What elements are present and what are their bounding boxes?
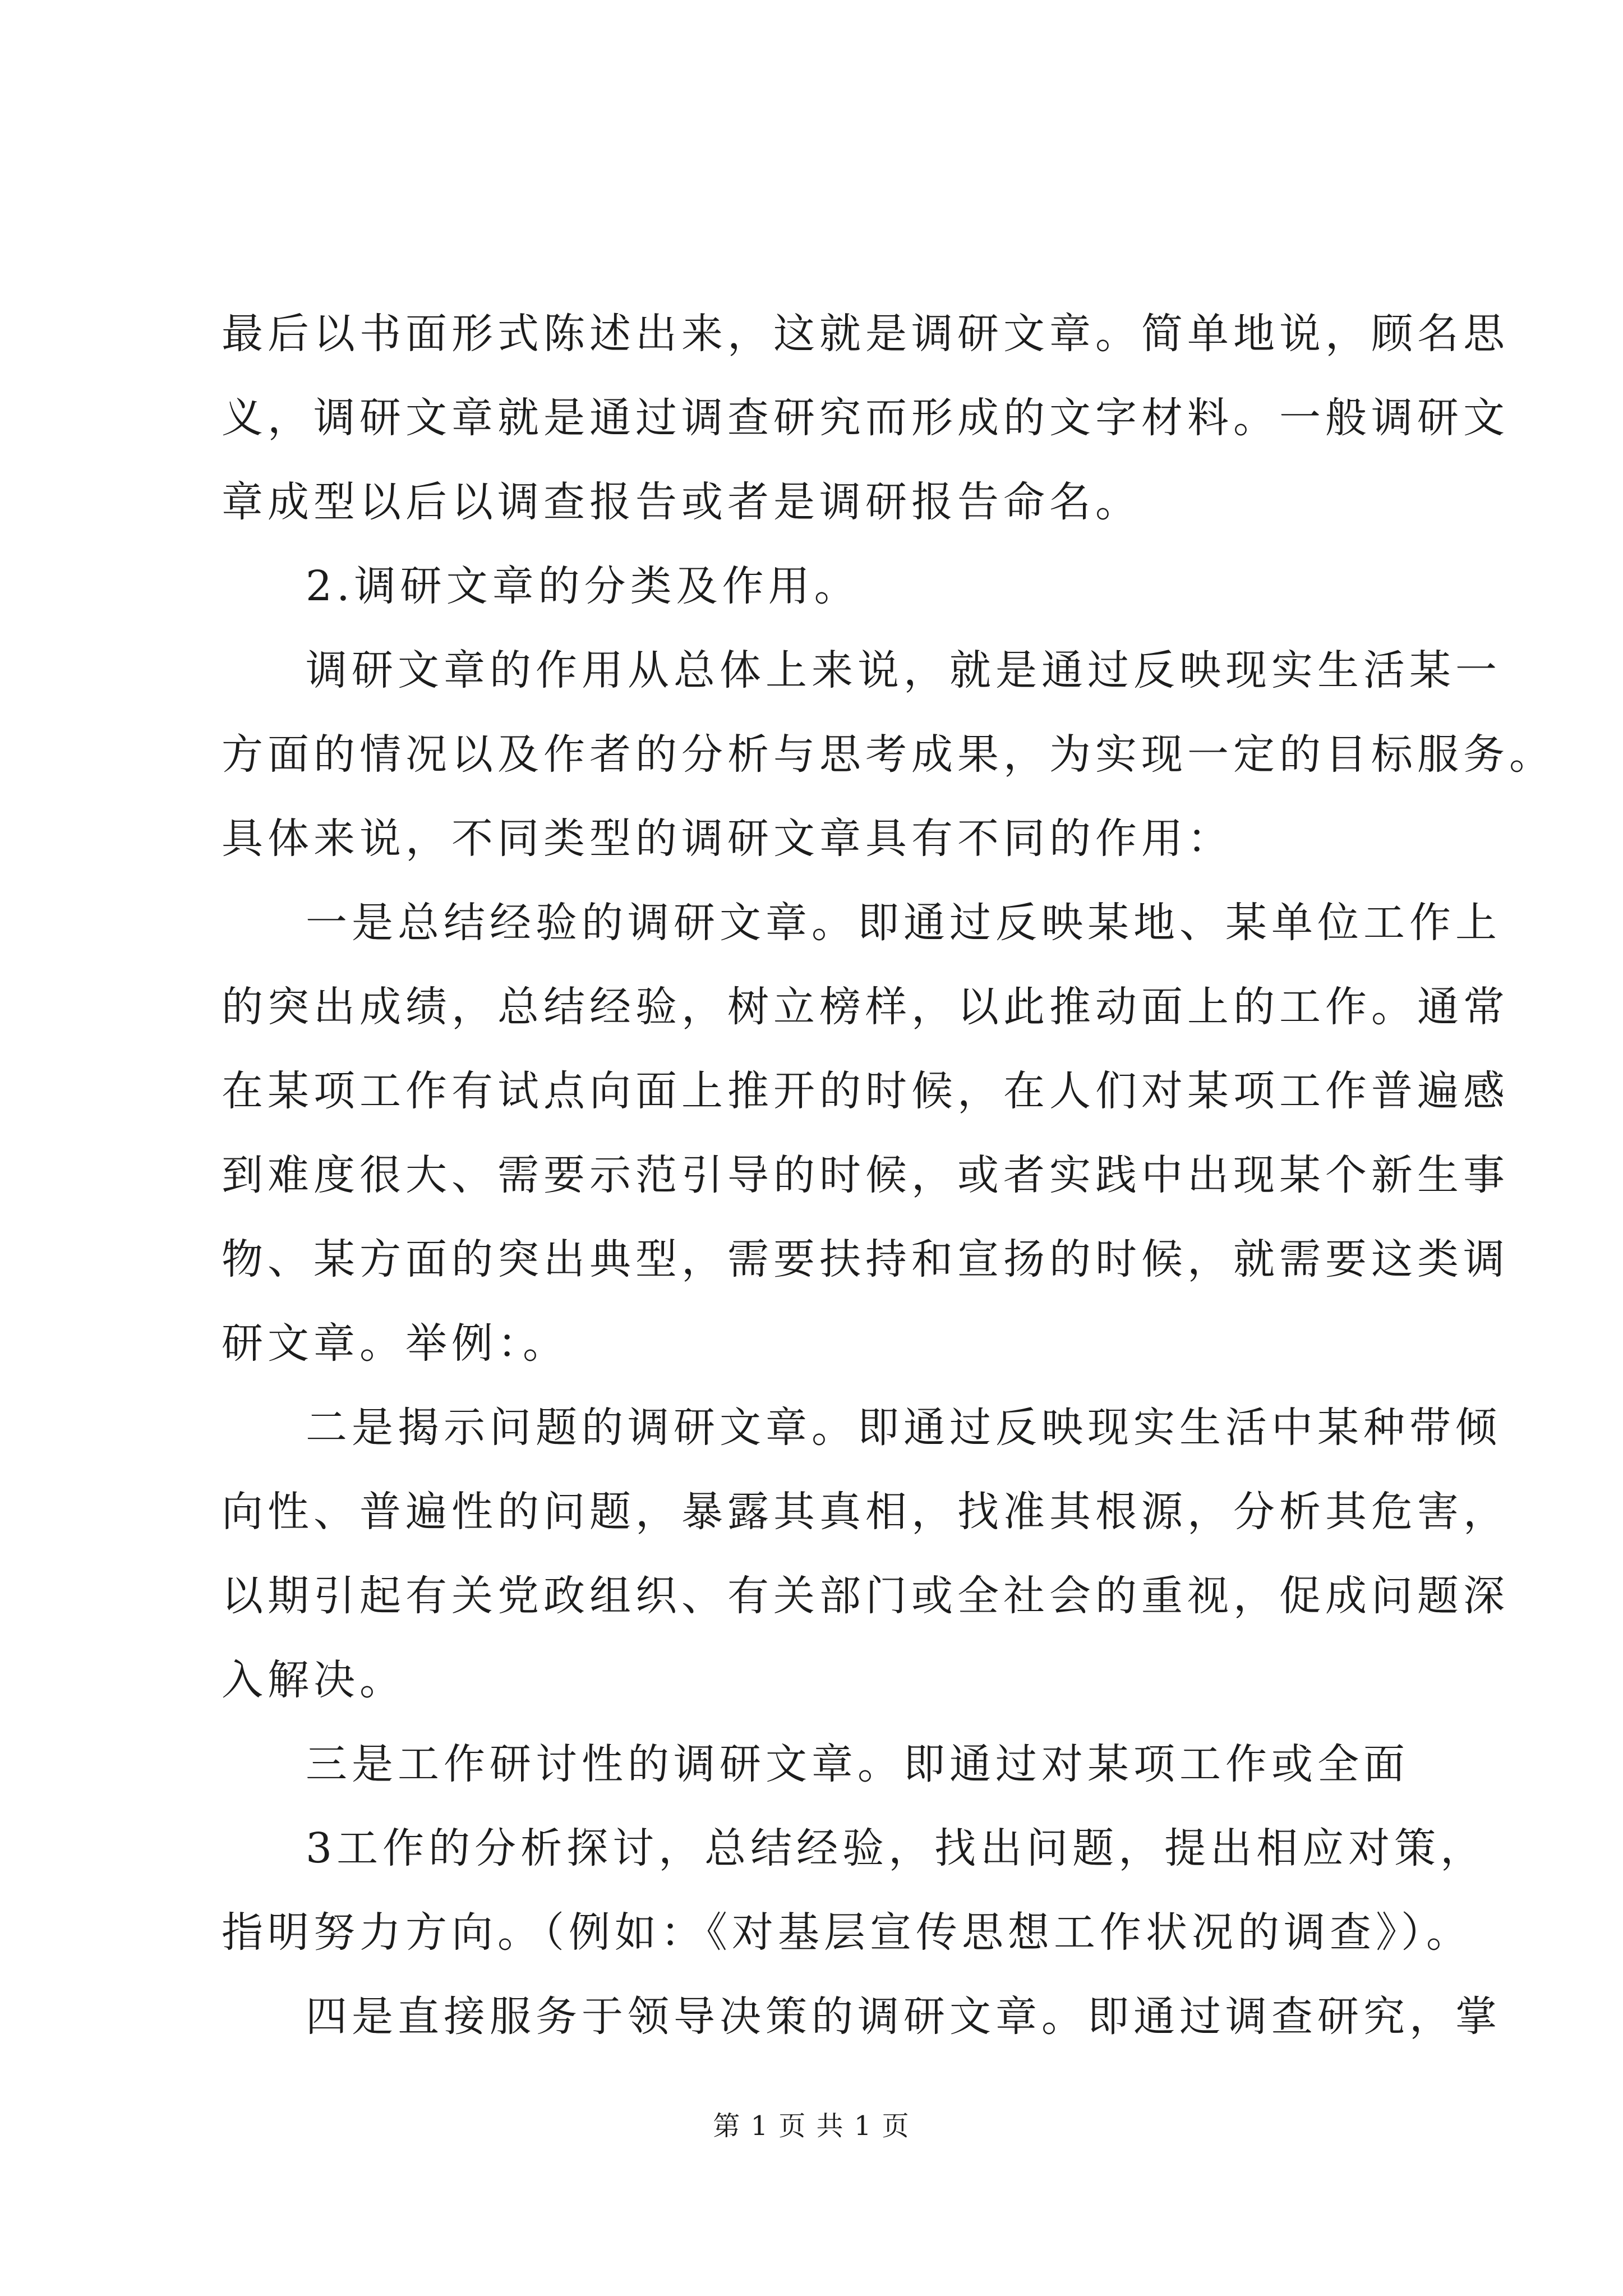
text-line: 入解决。 bbox=[222, 1656, 405, 1704]
text-line: 具体来说，不同类型的调研文章具有不同的作用： bbox=[222, 815, 1233, 863]
text-line: 指明努力方向。（例如：《对基层宣传思想工作状况的调查》）。 bbox=[222, 1908, 1472, 1957]
page-footer: 第 1 页 共 1 页 bbox=[713, 2110, 910, 2142]
text-line: 章成型以后以调查报告或者是调研报告命名。 bbox=[222, 478, 1141, 526]
text-line: 三是工作研讨性的调研文章。即通过对某项工作或全面 bbox=[306, 1740, 1409, 1788]
text-line: 物、某方面的突出典型，需要扶持和宣扬的时候，就需要这类调 bbox=[222, 1235, 1509, 1283]
text-line: 义，调研文章就是通过调查研究而形成的文字材料。一般调研文 bbox=[222, 394, 1509, 442]
text-line: 调研文章的作用从总体上来说，就是通过反映现实生活某一 bbox=[306, 646, 1501, 694]
text-line: 最后以书面形式陈述出来，这就是调研文章。简单地说，顾名思 bbox=[222, 310, 1509, 358]
text-line: 四是直接服务于领导决策的调研文章。即通过调查研究，掌 bbox=[306, 1993, 1501, 2041]
text-line: 向性、普遍性的问题，暴露其真相，找准其根源，分析其危害， bbox=[222, 1488, 1509, 1536]
text-line: 在某项工作有试点向面上推开的时候，在人们对某项工作普遍感 bbox=[222, 1067, 1509, 1115]
text-line: 3工作的分析探讨，总结经验，找出问题，提出相应对策， bbox=[306, 1824, 1487, 1872]
text-line: 二是揭示问题的调研文章。即通过反映现实生活中某种带倾 bbox=[306, 1404, 1501, 1452]
text-line: 研文章。举例：。 bbox=[222, 1319, 569, 1368]
section-heading: 2.调研文章的分类及作用。 bbox=[306, 562, 860, 610]
text-line: 方面的情况以及作者的分析与思考成果，为实现一定的目标服务。 bbox=[222, 730, 1555, 779]
text-line: 到难度很大、需要示范引导的时候，或者实践中出现某个新生事 bbox=[222, 1151, 1509, 1199]
document-body bbox=[222, 292, 1555, 2059]
text-line: 的突出成绩，总结经验，树立榜样，以此推动面上的工作。通常 bbox=[222, 983, 1509, 1031]
text-line: 以期引起有关党政组织、有关部门或全社会的重视，促成问题深 bbox=[222, 1572, 1509, 1620]
text-line: 一是总结经验的调研文章。即通过反映某地、某单位工作上 bbox=[306, 899, 1501, 947]
